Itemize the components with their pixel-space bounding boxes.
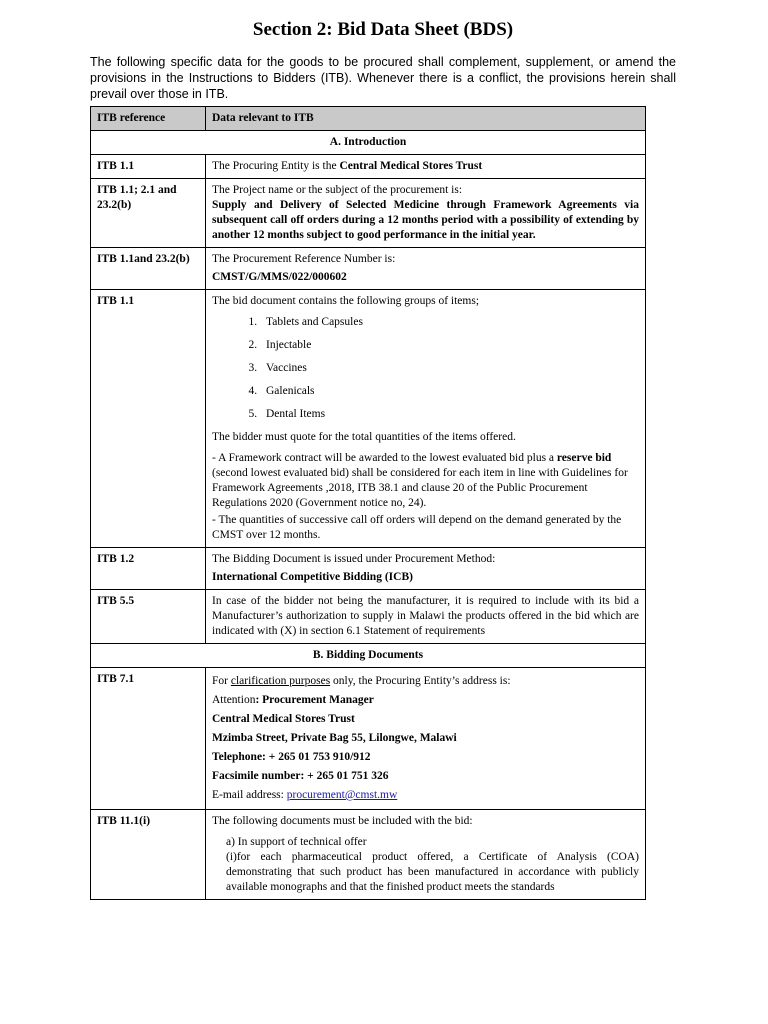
procurement-reference-number: CMST/G/MMS/022/000602 — [212, 271, 347, 283]
column-header-itb-reference: ITB reference — [91, 107, 206, 131]
table-header-row — [91, 107, 646, 131]
address-intro — [212, 672, 639, 691]
intro-paragraph: The following specific data for the goods to be procured shall complement, supplement, or amend the provisions in the Instructions to Bidders (ITB). Whenever there is a conflict, the provisions herein shall prevail over those in ITB. — [90, 55, 676, 101]
procurement-method: International Competitive Bidding (ICB) — [212, 571, 413, 583]
list-item: 1. Tablets and Capsules — [260, 315, 639, 330]
cell-text: only, the Procuring Entity’s address is: — [330, 675, 511, 687]
table-row — [91, 810, 646, 900]
cell-text: For — [212, 675, 231, 687]
itb-ref-cell: ITB 1.2 — [91, 548, 206, 590]
bid-data-table — [90, 106, 646, 900]
cell-text: The bidder must quote for the total quantities of the items offered. — [212, 431, 516, 443]
section-row-introduction — [91, 131, 646, 155]
street-address: Mzimba Street, Private Bag 55, Lilongwe, Malawi — [212, 732, 457, 744]
list-item: 5. Dental Items — [260, 407, 639, 422]
document-page — [90, 18, 676, 108]
itb-ref-cell: ITB 11.1(i) — [91, 810, 206, 900]
telephone-number: Telephone: + 265 01 753 910/912 — [212, 751, 371, 763]
item-groups-list — [212, 315, 639, 422]
organisation-name: Central Medical Stores Trust — [212, 713, 355, 725]
data-cell — [206, 290, 646, 548]
page-title: Section 2: Bid Data Sheet (BDS) — [252, 19, 514, 40]
cell-text: The Procurement Reference Number is: — [212, 253, 396, 265]
table-row — [91, 248, 646, 290]
data-cell — [206, 248, 646, 290]
itb-ref-cell: ITB 5.5 — [91, 590, 206, 644]
attention-line — [212, 691, 639, 710]
technical-offer-heading: a) In support of technical offer — [226, 836, 367, 848]
itb-ref-cell: ITB 1.1; 2.1 and 23.2(b) — [91, 179, 206, 248]
list-item: 4. Galenicals — [260, 384, 639, 399]
attention-name: : Procurement Manager — [255, 694, 374, 706]
reserve-bid-term: reserve bid — [556, 452, 612, 464]
itb-ref-cell: ITB 7.1 — [91, 668, 206, 810]
email-line — [212, 786, 639, 805]
table-row — [91, 290, 646, 548]
column-header-data: Data relevant to ITB — [206, 107, 646, 131]
table-row — [91, 548, 646, 590]
table-row — [91, 155, 646, 179]
data-cell — [206, 155, 646, 179]
data-cell — [206, 668, 646, 810]
procuring-entity-name: Central Medical Stores Trust — [339, 160, 483, 172]
framework-contract-text — [212, 451, 639, 511]
cell-text: (second lowest evaluated bid) shall be considered for each item in line with Guidelines for Framework Agreements ,2018, ITB 38.1 and clause 20 of the Public Procurement Regulations 2020 (Government notice no, 24). — [212, 467, 628, 509]
cell-text: - A Framework contract will be awarded to the lowest evaluated bid plus a — [212, 452, 557, 464]
itb-ref-cell: ITB 1.1and 23.2(b) — [91, 248, 206, 290]
table-row — [91, 668, 646, 810]
cell-text: The following documents must be included with the bid: — [212, 815, 473, 827]
itb-ref-cell: ITB 1.1 — [91, 290, 206, 548]
email-label: E-mail address: — [212, 789, 287, 801]
table-row — [91, 179, 646, 248]
data-cell — [206, 810, 646, 900]
cell-text: The Procuring Entity is the — [212, 160, 340, 172]
email-link[interactable]: procurement@cmst.mw — [286, 789, 398, 801]
call-off-text: - The quantities of successive call off orders will depend on the demand generated by the CMST over 12 months. — [212, 514, 622, 541]
section-row-bidding-documents — [91, 644, 646, 668]
clarification-purposes-text: clarification purposes — [230, 675, 331, 687]
data-cell: In case of the bidder not being the manufacturer, it is required to include with its bid a Manufacturer’s authorization to supply in Malawi the products offered in the bid which are indicated with (X) in section 6.1 Statement of requirements — [206, 590, 646, 644]
data-cell — [206, 548, 646, 590]
data-cell — [206, 179, 646, 248]
cell-text: The bid document contains the following groups of items; — [212, 295, 480, 307]
facsimile-number: Facsimile number: + 265 01 751 326 — [212, 770, 389, 782]
project-name: Supply and Delivery of Selected Medicine through Framework Agreements via subsequent call off orders during a 12 months period with a possibility of extending by another 12 months subject to good performance in the initial year. — [212, 199, 639, 241]
itb-ref-cell: ITB 1.1 — [91, 155, 206, 179]
section-heading-bidding-documents: B. Bidding Documents — [91, 644, 646, 668]
list-item: 2. Injectable — [260, 338, 639, 353]
certificate-of-analysis-text: (i)for each pharmaceutical product offered, a Certificate of Analysis (COA) demonstrating that such product has been manufactured in accordance with publicly available monographs and that the finished product meets the standards — [226, 851, 639, 893]
cell-text: The Bidding Document is issued under Procurement Method: — [212, 553, 496, 565]
cell-text: Attention — [212, 694, 256, 706]
table-row — [91, 590, 646, 644]
cell-text: The Project name or the subject of the procurement is: — [212, 184, 463, 196]
list-item: 3. Vaccines — [260, 361, 639, 376]
section-heading-introduction: A. Introduction — [91, 131, 646, 155]
